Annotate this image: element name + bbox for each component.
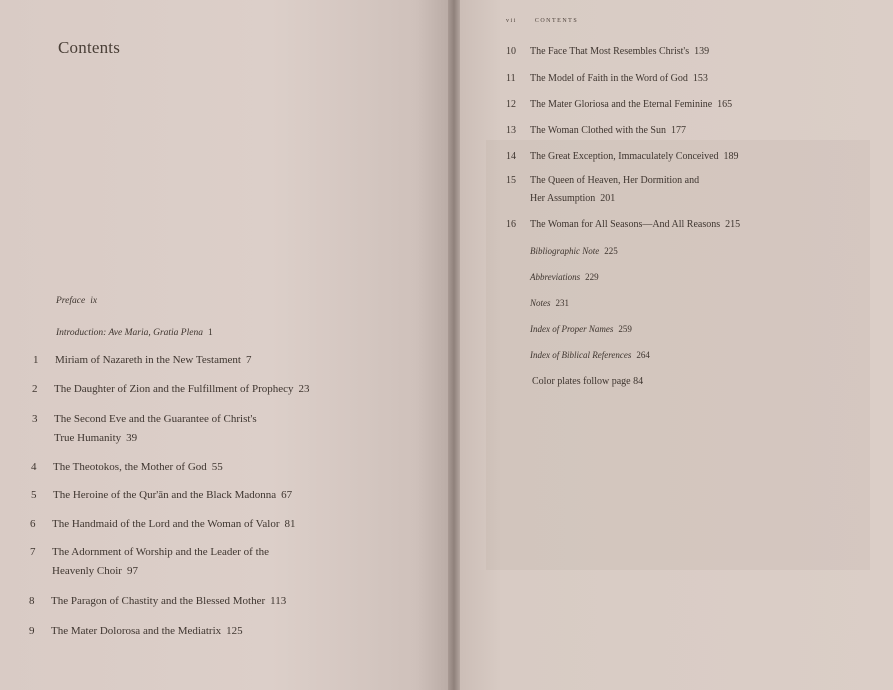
running-head-title: CONTENTS [534,18,579,24]
entry-page: 264 [636,350,650,360]
chapter-number: 8 [29,595,35,607]
entry-page: 97 [126,565,138,577]
running-head [506,18,578,24]
toc-entry-bibliographic-note [530,242,618,261]
entry-page: 229 [585,272,599,282]
toc-entry-notes [530,294,569,313]
toc-entry-chapter-7 [30,543,430,581]
entry-page: 67 [281,489,293,501]
toc-entry-abbreviations [530,268,599,287]
entry-title: Bibliographic Note [530,246,600,256]
entry-title: Introduction: Ave Maria, Gratia Plena [56,328,203,338]
entry-title: The Queen of Heaven, Her Dormition and [530,175,700,186]
chapter-number: 4 [31,461,37,473]
entry-title: Index of Biblical References [530,350,632,360]
toc-entry-chapter-16 [506,215,876,234]
toc-entry-chapter-14 [506,147,876,166]
toc-entry-preface [56,292,97,311]
entry-title: The Woman Clothed with the Sun [530,125,666,136]
toc-entry-chapter-12 [506,95,876,114]
entry-title: The Adornment of Worship and the Leader of the [52,546,270,558]
entry-title: The Heroine of the Qur'ān and the Black Madonna [53,489,277,501]
entry-page: 231 [555,298,570,308]
entry-title: Abbreviations [530,272,581,282]
entry-page: 201 [600,193,616,204]
chapter-number: 2 [32,383,38,395]
color-plates-note [532,372,643,391]
entry-title-continued: Her Assumption [530,193,596,204]
chapter-number: 10 [506,46,516,57]
chapter-number: 5 [31,489,37,501]
chapter-number: 16 [506,219,516,230]
entry-page: 39 [126,432,138,444]
entry-title: The Face That Most Resembles Christ's [530,46,690,57]
chapter-number: 9 [29,625,35,637]
toc-entry-chapter-5 [31,486,431,505]
chapter-number: 12 [506,99,516,110]
toc-entry-chapter-10 [506,42,876,61]
chapter-number: 15 [506,175,516,186]
entry-title: The Second Eve and the Guarantee of Christ's [54,413,257,425]
entry-title: The Paragon of Chastity and the Blessed Mother [51,595,266,607]
entry-title: The Theotokos, the Mother of God [53,461,207,473]
entry-title: The Mater Dolorosa and the Mediatrix [51,625,222,637]
chapter-number: 6 [30,518,36,530]
chapter-number: 13 [506,125,516,136]
entry-page: 55 [211,461,223,473]
toc-entry-chapter-11 [506,69,876,88]
entry-page: 113 [270,595,287,607]
entry-page: 125 [226,625,243,637]
entry-page: 7 [245,354,252,366]
book-gutter [448,0,460,690]
chapter-number: 1 [33,354,39,366]
entry-title: Preface [56,296,86,306]
entry-page: 1 [207,328,213,338]
entry-title-continued: True Humanity [54,432,122,444]
page-title: Contents [58,38,121,57]
plates-note-text: Color plates follow page 84 [532,376,644,387]
entry-title-continued: Heavenly Choir [52,565,122,577]
chapter-number: 14 [506,151,516,162]
entry-page: 259 [618,324,632,334]
toc-entry-index-proper-names [530,320,632,339]
entry-page: 165 [717,99,733,110]
entry-title: The Model of Faith in the Word of God [530,73,688,84]
toc-entry-chapter-4 [31,458,431,477]
entry-title: Notes [530,298,551,308]
entry-page: 81 [284,518,296,530]
entry-page: 177 [670,125,686,136]
entry-title: Index of Proper Names [530,324,614,334]
toc-entry-chapter-9 [29,622,429,641]
entry-page: 23 [298,383,310,395]
toc-entry-chapter-15 [506,172,876,208]
chapter-number: 11 [506,73,516,84]
toc-entry-chapter-6 [30,515,430,534]
entry-title: The Daughter of Zion and the Fulfillment of Prophecy [54,383,294,395]
entry-title: The Handmaid of the Lord and the Woman of Valor [52,518,280,530]
chapter-number: 3 [32,413,38,425]
toc-entry-chapter-3 [32,410,432,448]
entry-page: 215 [725,219,741,230]
toc-entry-chapter-13 [506,121,876,140]
toc-entry-index-biblical-references [530,346,650,365]
toc-entry-chapter-8 [29,592,429,611]
toc-entry-chapter-2 [32,380,442,399]
entry-title: The Mater Gloriosa and the Eternal Feminine [530,99,713,110]
entry-title: Miriam of Nazareth in the New Testament [55,354,241,366]
chapter-number: 7 [30,546,36,558]
entry-page: 225 [604,246,618,256]
entry-title: The Woman for All Seasons—And All Reasons [530,219,721,230]
entry-page: 153 [692,73,708,84]
folio-number: vii [506,18,517,24]
entry-page: 139 [694,46,710,57]
toc-entry-chapter-1 [33,351,433,370]
toc-entry-introduction [56,324,213,343]
entry-page: ix [90,296,98,306]
entry-page: 189 [723,151,739,162]
entry-title: The Great Exception, Immaculately Conceived [530,151,719,162]
